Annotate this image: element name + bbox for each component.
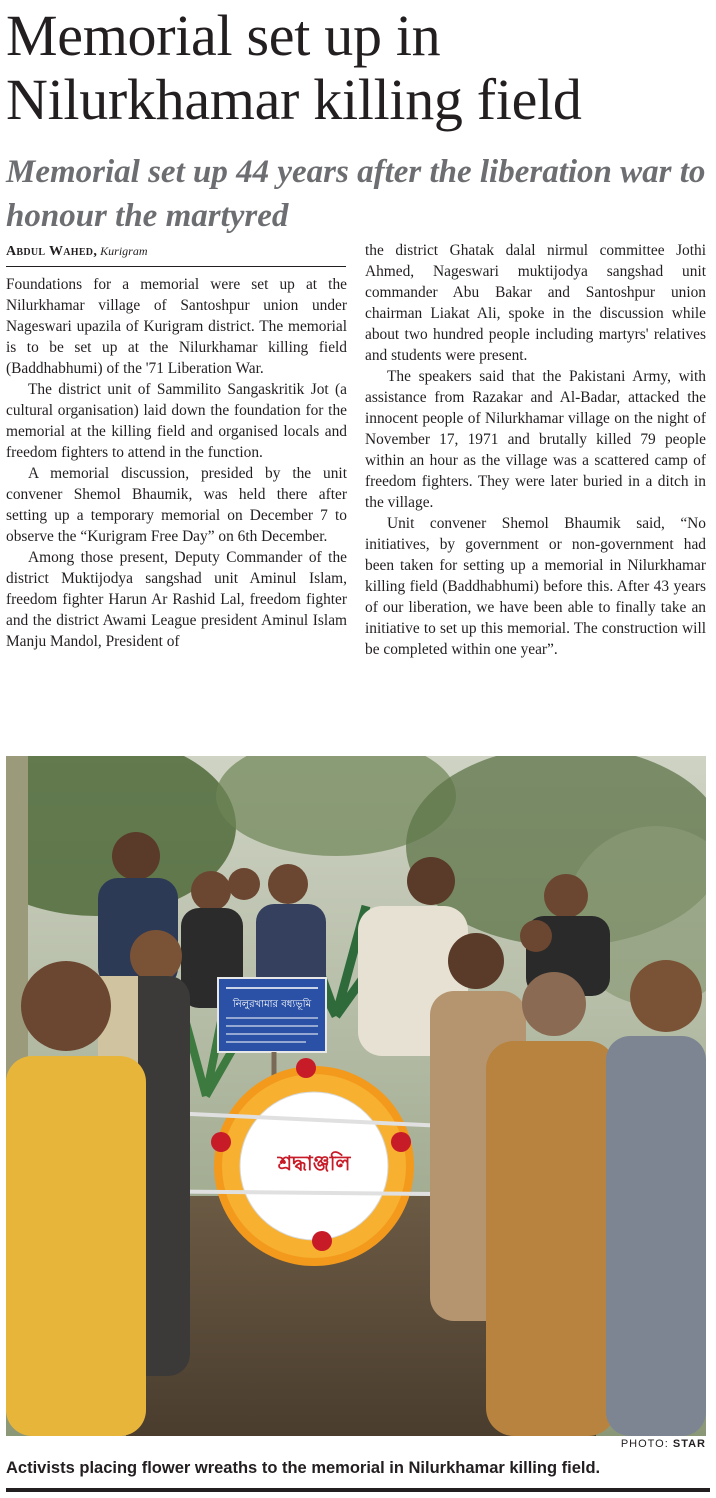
paragraph: the district Ghatak dalal nirmul committee Jothi Ahmed, Nageswari muktijodya sangshad unit commander Abu Bakar and Santoshpur union chairman Liakat Ali, spoke in the discussion while about two hundred people including martyrs' relatives and students were present. bbox=[365, 242, 706, 364]
photo-illustration bbox=[6, 756, 706, 1436]
paragraph: Unit convener Shemol Bhaumik said, “No initiatives, by government or non-government had been taken for setting up a memorial in Nilurkhamar killing field (Baddhabhumi) before this. After 43 years of our liberation, we have been able to finally take an initiative to set up this memorial. The construction will be completed within one year”. bbox=[365, 515, 706, 658]
paragraph: The speakers said that the Pakistani Army, with assistance from Razakar and Al-Badar, attacked the innocent people of Nilurkhamar village on the night of November 17, 1971 and brutally killed 79 people within an hour as the village was a scattered camp of freedom fighters. They were later buried in a ditch in the village. bbox=[365, 368, 706, 511]
byline-divider bbox=[6, 266, 346, 267]
article-column-1 bbox=[6, 274, 347, 652]
paragraph: The district unit of Sammilito Sangaskritik Jot (a cultural organisation) laid down the foundation for the memorial at the killing field and organised locals and freedom fighters to attend in the function. bbox=[6, 381, 347, 461]
bottom-divider bbox=[6, 1488, 710, 1492]
article-column-2 bbox=[365, 240, 706, 660]
photo-caption: Activists placing flower wreaths to the memorial in Nilurkhamar killing field. bbox=[6, 1459, 601, 1477]
photo-credit-prefix: PHOTO: bbox=[620, 1438, 669, 1450]
sign-title: নিলুরখামার বধ্যভূমি bbox=[232, 999, 312, 1010]
wreath-text: শ্রদ্ধাঞ্জলি bbox=[277, 1151, 351, 1175]
paragraph: Foundations for a memorial were set up at the Nilurkhamar village of Santoshpur union under Nageswari upazila of Kurigram district. The memorial is to be set up at the Nilurkhamar killing field (Baddhabhumi) of the '71 Liberation War. bbox=[6, 276, 347, 377]
byline bbox=[6, 243, 346, 260]
headline: Memorial set up in Nilurkhamar killing field bbox=[6, 3, 582, 132]
paragraph: A memorial discussion, presided by the unit convener Shemol Bhaumik, was held there after setting up a temporary memorial on December 7 to observe the “Kurigram Free Day” on 6th December. bbox=[6, 465, 347, 545]
memorial-sign bbox=[218, 978, 326, 1052]
byline-author: Abdul Wahed, bbox=[6, 244, 98, 259]
news-photo bbox=[6, 756, 706, 1436]
photo-credit-source: STAR bbox=[672, 1438, 706, 1450]
byline-location: Kurigram bbox=[100, 244, 148, 258]
paragraph: Among those present, Deputy Commander of the district Muktijodya sangshad unit Aminul Islam, freedom fighter Harun Ar Rashid Lal, freedom fighter and the district Awami League president Aminul Islam Manju Mandol, President of bbox=[6, 549, 347, 650]
photo-credit bbox=[621, 1438, 706, 1450]
subheadline: Memorial set up 44 years after the liberation war to honour the martyred bbox=[6, 154, 706, 234]
